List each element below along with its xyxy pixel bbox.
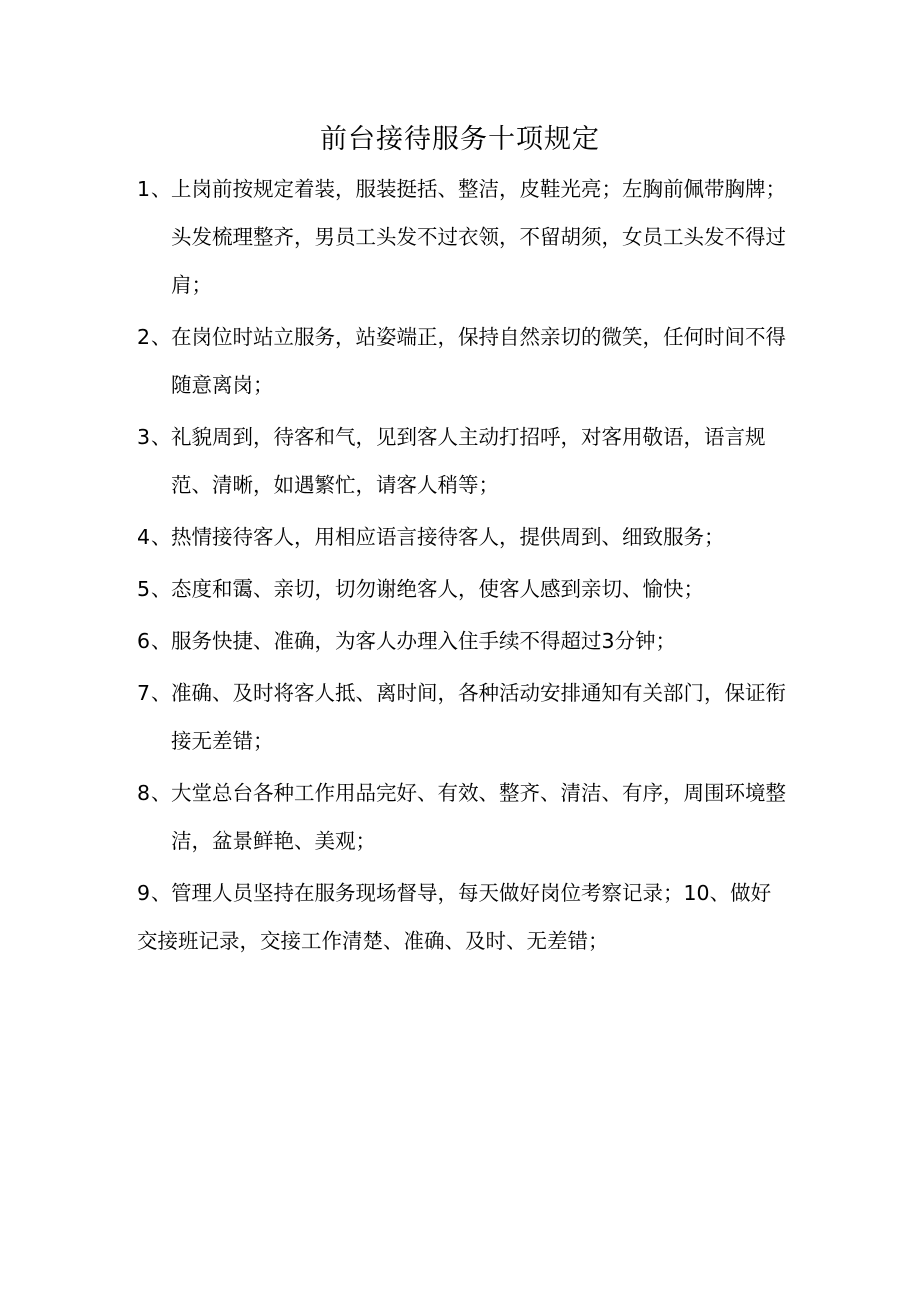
rule-text: 礼貌周到，待客和气，见到客人主动打招呼，对客用敬语，语言规范、清晰，如遇繁忙，请客人稍等； [171,425,766,497]
rule-item-4 [137,513,787,561]
rule-number: 7 [137,681,151,705]
rule-text: 态度和霭、亲切，切勿谢绝客人，使客人感到亲切、愉快； [171,577,704,601]
rule-text: 服务快捷、准确，为客人办理入住手续不得超过3分钟； [171,629,677,653]
rule-text: 在岗位时站立服务，站姿端正，保持自然亲切的微笑，任何时间不得随意离岗； [171,325,786,397]
rule-number: 2 [137,325,151,349]
rule-item-6 [137,617,787,665]
rule-text: 上岗前按规定着装，服装挺括、整洁，皮鞋光亮；左胸前佩带胸牌；头发梳理整齐，男员工头发不过衣领，不留胡须，女员工头发不得过肩； [171,177,786,297]
rule-item-1 [137,165,787,309]
rule-text: 管理人员坚持在服务现场督导，每天做好岗位考察记录；10、做好交接班记录，交接工作清楚、准确、及时、无差错； [137,881,772,953]
rule-item-7 [137,669,787,765]
document-title: 前台接待服务十项规定 [320,124,600,155]
rule-separator: 、 [151,629,172,653]
rule-number: 8 [137,781,151,805]
rule-text: 热情接待客人，用相应语言接待客人，提供周到、细致服务； [171,525,725,549]
rule-separator: 、 [151,681,172,705]
rule-number: 4 [137,525,151,549]
rule-number: 3 [137,425,151,449]
rule-separator: 、 [151,425,172,449]
rule-item-2 [137,313,787,409]
rule-separator: 、 [151,577,172,601]
rule-separator: 、 [151,781,172,805]
rule-number: 9 [137,881,151,905]
rule-number: 1 [137,177,151,201]
rule-separator: 、 [151,325,172,349]
rule-item-8 [137,769,787,865]
rule-item-9 [137,869,787,965]
rule-separator: 、 [151,177,172,201]
rule-separator: 、 [151,881,172,905]
rule-text: 大堂总台各种工作用品完好、有效、整齐、清洁、有序，周围环境整洁，盆景鲜艳、美观； [171,781,786,853]
rule-item-3 [137,413,787,509]
rule-text: 准确、及时将客人抵、离时间，各种活动安排通知有关部门，保证衔接无差错； [171,681,786,753]
rules-list [137,165,787,969]
rule-item-5 [137,565,787,613]
rule-number: 5 [137,577,151,601]
rule-separator: 、 [151,525,172,549]
rule-number: 6 [137,629,151,653]
